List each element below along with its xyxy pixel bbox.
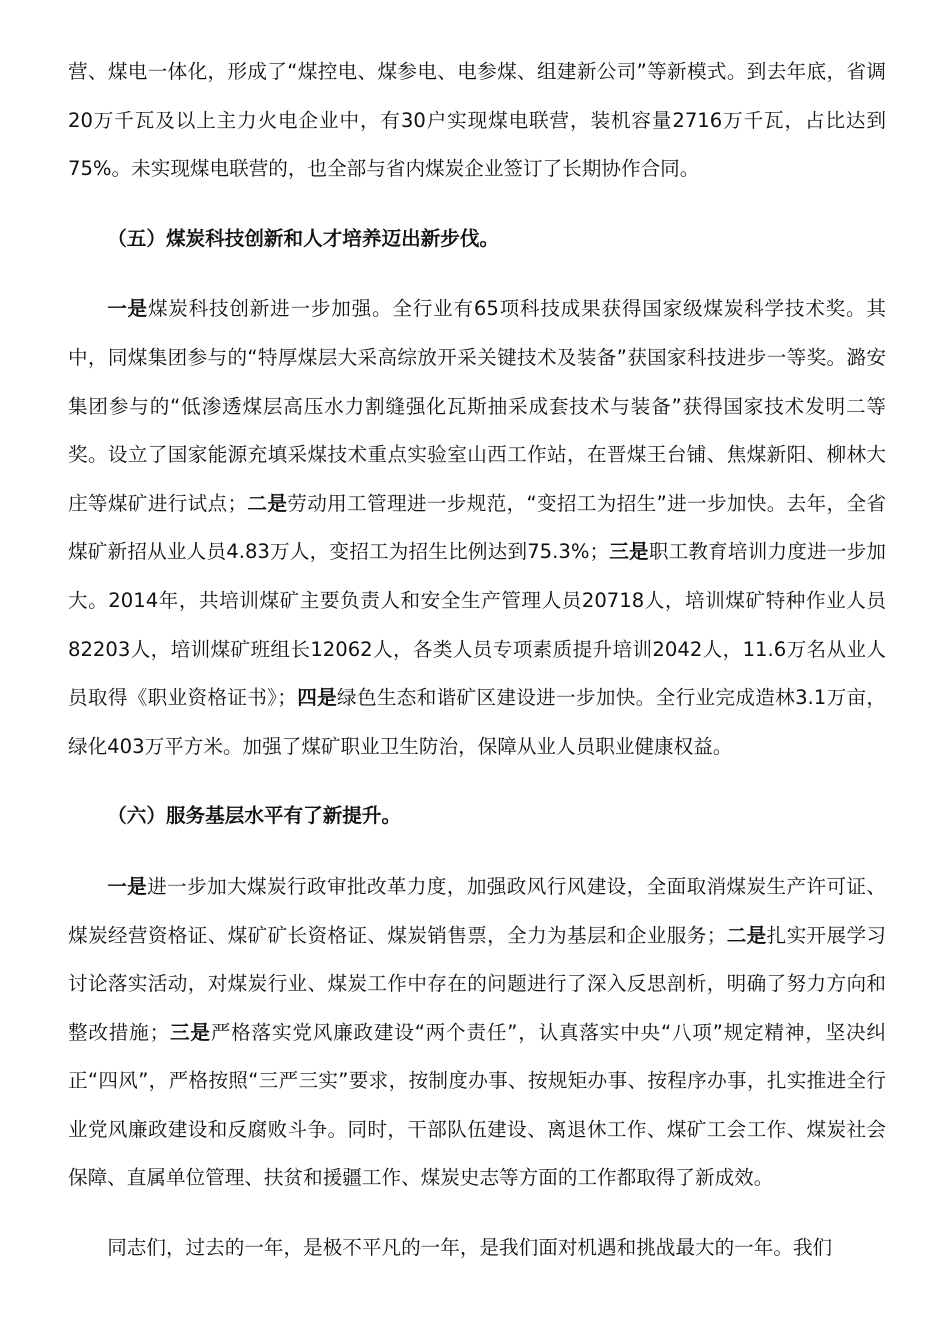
point-marker-4: 四是 (296, 686, 338, 710)
section-heading-6: （六）服务基层水平有了新提升。 (107, 804, 402, 828)
point-text-3: 职工教育培训力度进一步加大。2014年，共培训煤矿主要负责人和安全生产管理人员20718人，培训煤矿特种作业人员82203人，培训煤矿班组长12062人，各类人员专项素质提升培训2042人，11.6万名从业人员取得《职业资格证书》； (68, 540, 886, 710)
paragraph-service (68, 863, 886, 1203)
section-heading-5: （五）煤炭科技创新和人才培养迈出新步伐。 (107, 226, 500, 250)
point-text-3: 严格落实党风廉政建设“两个责任”，认真落实中央“八项”规定精神，坚决纠正“四风”，严格按照“三严三实”要求，按制度办事、按规矩办事、按程序办事，扎实推进全行业党风廉政建设和反腐败斗争。同时，干部队伍建设、离退休工作、煤矿工会工作、煤炭社会保障、直属单位管理、扶贫和援疆工作、煤炭史志等方面的工作都取得了新成效。 (68, 1020, 886, 1190)
point-text-2: 劳动用工管理进一步规范，“变招工为招生”进一步加快。去年，全省煤矿新招从业人员4.83万人，变招工为招生比例达到75.3%； (68, 491, 887, 564)
paragraph-closing: 同志们，过去的一年，是极不平凡的一年，是我们面对机遇和挑战最大的一年。我们 (107, 1236, 833, 1260)
point-marker-1: 一是 (107, 874, 148, 898)
document-page (68, 48, 886, 1294)
point-text-1: 进一步加大煤炭行政审批改革力度，加强政风行风建设，全面取消煤炭生产许可证、煤炭经营资格证、煤矿矿长资格证、煤炭销售票，全力为基层和企业服务； (68, 874, 887, 947)
point-marker-2: 二是 (247, 491, 288, 515)
point-text-4: 绿色生态和谐矿区建设进一步加快。全行业完成造林3.1万亩，绿化403万平方米。加强了煤矿职业卫生防治，保障从业人员职业健康权益。 (68, 686, 886, 758)
point-marker-3: 三是 (609, 540, 649, 564)
point-marker-3: 三是 (169, 1020, 211, 1044)
point-marker-2: 二是 (726, 923, 767, 947)
point-marker-1: 一是 (107, 297, 148, 321)
point-text-1: 煤炭科技创新进一步加强。全行业有65项科技成果获得国家级煤炭科学技术奖。其中，同煤集团参与的“特厚煤层大采高综放开采关键技术及装备”获国家科技进步一等奖。潞安集团参与的“低渗透煤层高压水力割缝强化瓦斯抽采成套技术与装备”获得国家技术发明二等奖。设立了国家能源充填采煤技术重点实验室山西工作站，在晋煤王台铺、焦煤新阳、柳林大庄等煤矿进行试点； (68, 297, 886, 515)
paragraph-coal-power-integration: 营、煤电一体化，形成了“煤控电、煤参电、电参煤、组建新公司”等新模式。到去年底，省调20万千瓦及以上主力火电企业中，有30户实现煤电联营，装机容量2716万千瓦，占比达到75%。未实现煤电联营的，也全部与省内煤炭企业签订了长期协作合同。 (68, 60, 886, 181)
point-text-2: 扎实开展学习讨论落实活动，对煤炭行业、煤炭工作中存在的问题进行了深入反思剖析，明确了努力方向和整改措施； (68, 923, 887, 1044)
paragraph-tech-talent (68, 285, 886, 771)
